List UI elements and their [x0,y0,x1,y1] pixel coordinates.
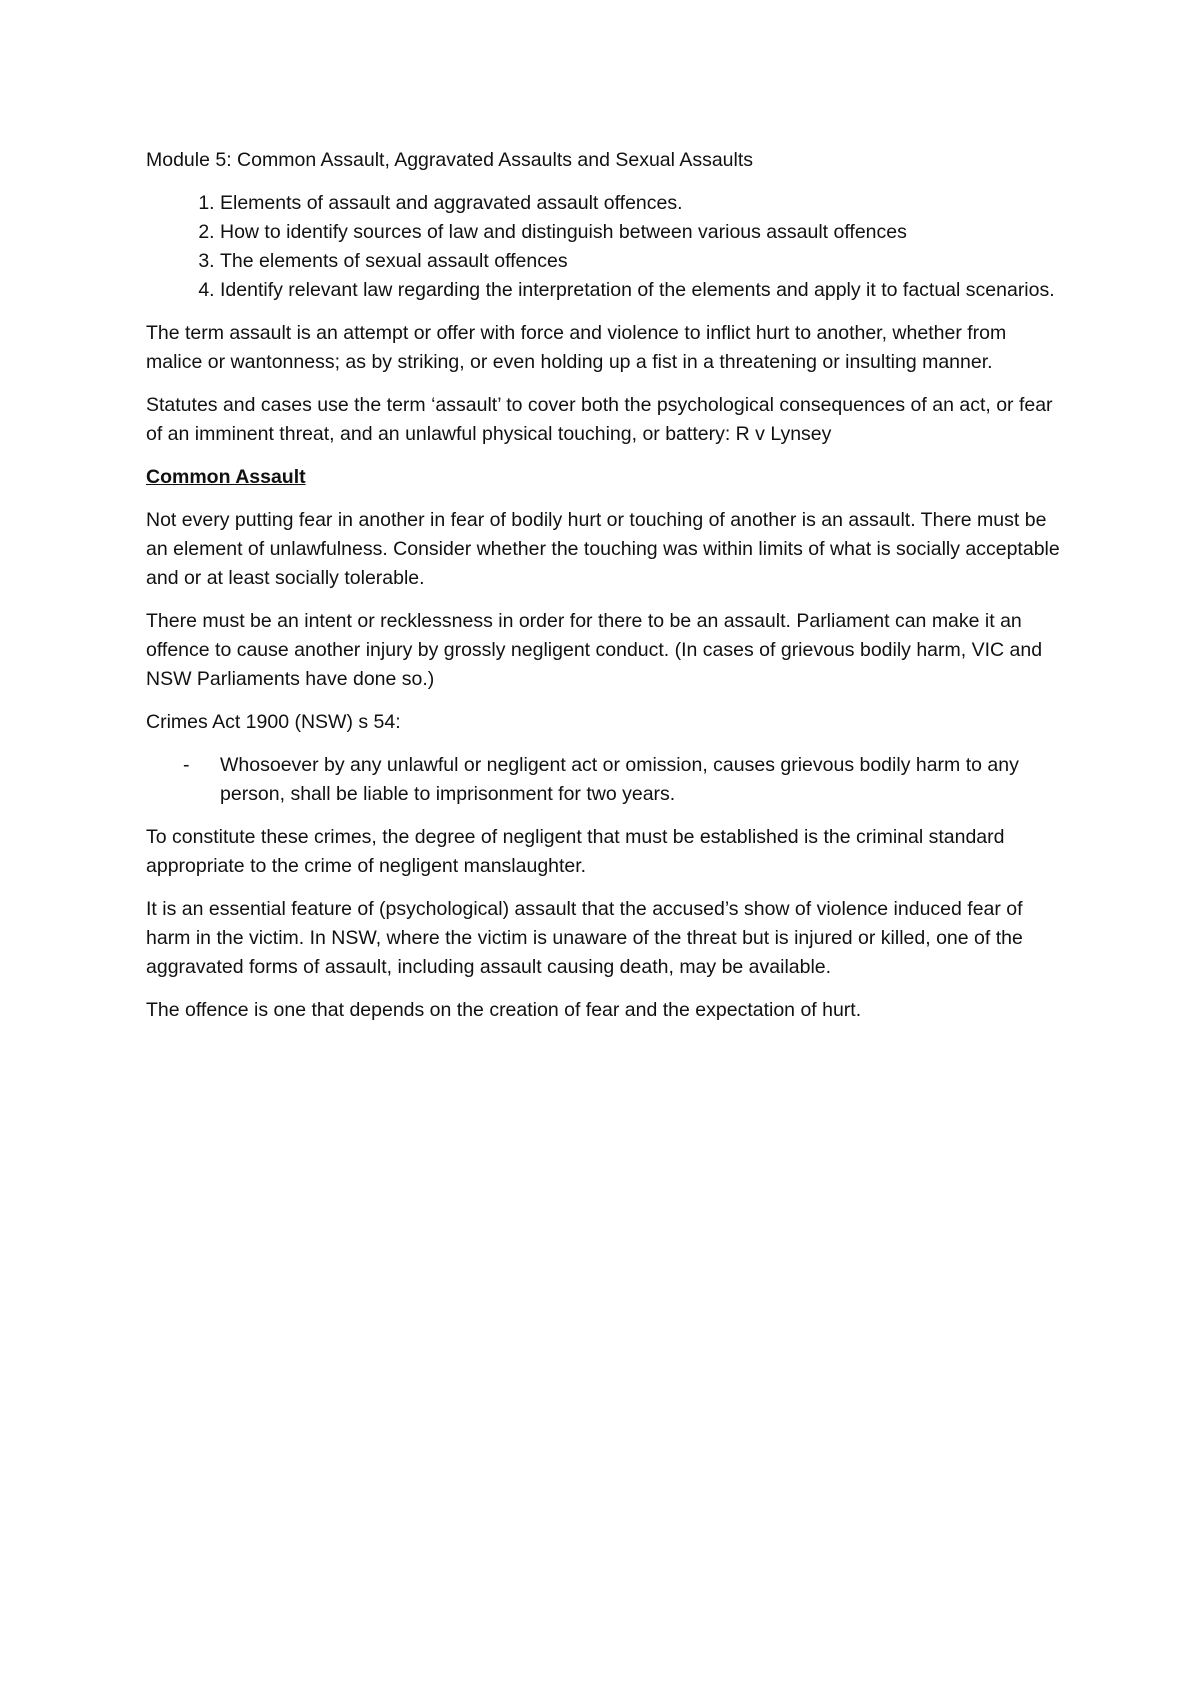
crimes-act-list [146,751,1066,809]
document-title: Module 5: Common Assault, Aggravated Assaults and Sexual Assaults [146,149,754,171]
paragraph-statutes: Statutes and cases use the term ‘assault’ to cover both the psychological consequences of an act, or fear of an imminent threat, and an unlawful physical touching, or battery: R v Lynsey [146,394,1053,445]
paragraph-crimes-act: Crimes Act 1900 (NSW) s 54: [146,711,401,733]
objectives-list [146,189,1066,305]
paragraph-definition: The term assault is an attempt or offer with force and violence to inflict hurt to another, whether from malice or wantonness; as by striking, or even holding up a fist in a threatening or insulting manner. [146,322,1007,373]
list-item: 2. How to identify sources of law and distinguish between various assault offences [220,218,1066,247]
paragraph-feature: It is an essential feature of (psychological) assault that the accused’s show of violence induced fear of harm in the victim. In NSW, where the victim is unaware of the threat but is injured or killed, one of the aggravated forms of assault, including assault causing death, may be available. [146,898,1023,978]
paragraph-negligence: To constitute these crimes, the degree of negligent that must be established is the criminal standard appropriate to the crime of negligent manslaughter. [146,826,1005,877]
list-item: 1. Elements of assault and aggravated assault offences. [220,189,1066,218]
paragraph-unlawfulness: Not every putting fear in another in fear of bodily hurt or touching of another is an assault. There must be an element of unlawfulness. Consider whether the touching was within limits of what is socially acceptable and or at least socially tolerable. [146,509,1060,589]
list-item: 3. The elements of sexual assault offences [220,247,1066,276]
section-heading-common-assault: Common Assault [146,466,306,488]
paragraph-intent: There must be an intent or recklessness in order for there to be an assault. Parliament can make it an offence to cause another injury by grossly negligent conduct. (In cases of grievous bodily harm, VIC and NSW Parliaments have done so.) [146,610,1043,690]
dash-marker: - [183,754,190,776]
paragraph-offence: The offence is one that depends on the creation of fear and the expectation of hurt. [146,999,862,1021]
list-item-text: Whosoever by any unlawful or negligent act or omission, causes grievous bodily harm to any person, shall be liable to imprisonment for two years. [220,754,1019,805]
list-item: 4. Identify relevant law regarding the interpretation of the elements and apply it to factual scenarios. [220,276,1066,305]
document-body [146,146,1066,1039]
list-item [183,751,1066,809]
